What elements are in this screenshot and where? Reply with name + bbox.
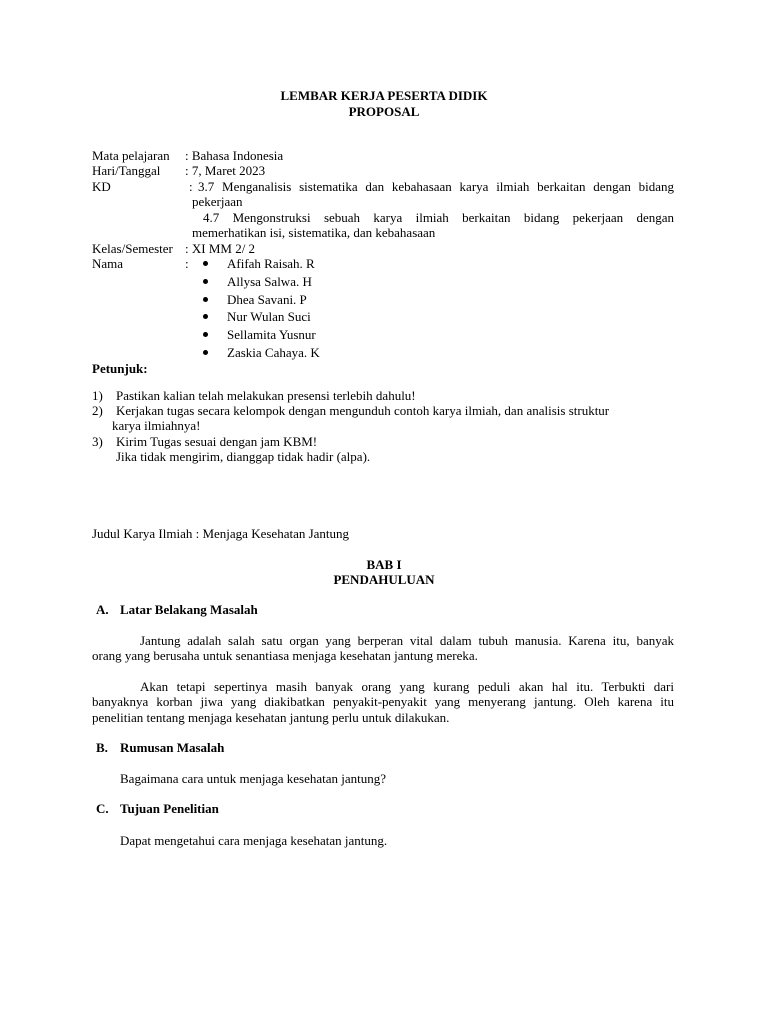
petunjuk-heading: Petunjuk: [92,361,148,376]
kd-label: KD [92,179,111,194]
name-text: Nur Wulan Suci [227,309,311,324]
judul-karya-ilmiah: Judul Karya Ilmiah : Menjaga Kesehatan Jantung [92,526,350,541]
name-text: Dhea Savani. P [227,292,307,307]
bab-number: BAB I [366,557,402,572]
kd1-line1: 3.7 Menganalisis sistematika dan kebahasaan karya ilmiah berkaitan dengan bidang [198,179,674,194]
hari-value: : 7, Maret 2023 [185,163,266,178]
petunjuk-number: 3) [92,434,103,449]
petunjuk-text: Jika tidak mengirim, dianggap tidak hadir (alpa). [116,449,371,464]
bab-title: PENDAHULUAN [333,572,435,587]
section-a-title: Latar Belakang Masalah [120,602,258,617]
name-text: Afifah Raisah. R [227,256,315,271]
section-c-text: Dapat mengetahui cara menjaga kesehatan jantung. [120,833,388,848]
kd-colon: : [189,179,193,194]
section-c-title: Tujuan Penelitian [120,801,219,816]
paragraph-line: Jantung adalah salah satu organ yang berperan vital dalam tubuh manusia. Karena itu, banyak [140,633,674,648]
kelas-value: : XI MM 2/ 2 [185,241,256,256]
nama-label: Nama [92,256,124,271]
name-text: Sellamita Yusnur [227,327,316,342]
petunjuk-text: karya ilmiahnya! [112,418,201,433]
mapel-value: : Bahasa Indonesia [185,148,284,163]
kd2-line1: 4.7 Mengonstruksi sebuah karya ilmiah berkaitan bidang pekerjaan dengan [203,210,674,225]
petunjuk-text: Pastikan kalian telah melakukan presensi terlebih dahulu! [116,388,416,403]
section-a-label: A. [96,602,109,617]
section-b-label: B. [96,740,108,755]
document-subtitle: PROPOSAL [348,104,420,119]
paragraph-line: orang yang berusaha untuk senantiasa menjaga kesehatan jantung mereka. [92,648,478,663]
paragraph-line: penelitian tentang menjaga kesehatan jantung perlu untuk dilakukan. [92,710,450,725]
petunjuk-text: Kerjakan tugas secara kelompok dengan mengunduh contoh karya ilmiah, dan analisis struktur [116,403,610,418]
paragraph-line: Akan tetapi sepertinya masih banyak orang yang kurang peduli akan hal itu. Terbukti dari [140,679,674,694]
mapel-label: Mata pelajaran [92,148,170,163]
paragraph-line: banyaknya korban jiwa yang diakibatkan penyakit-penyakit yang menyerang jantung. Oleh karena itu [92,694,674,709]
hari-label: Hari/Tanggal [92,163,161,178]
section-c-label: C. [96,801,109,816]
name-text: Zaskia Cahaya. K [227,345,320,360]
name-text: Allysa Salwa. H [227,274,312,289]
nama-colon: : [185,256,189,271]
section-b-title: Rumusan Masalah [120,740,225,755]
kelas-label: Kelas/Semester [92,241,173,256]
kd1-line2: pekerjaan [192,194,243,209]
petunjuk-number: 1) [92,388,103,403]
kd2-line2: memerhatikan isi, sistematika, dan kebahasaan [192,225,436,240]
document-title: LEMBAR KERJA PESERTA DIDIK [280,88,488,103]
petunjuk-text: Kirim Tugas sesuai dengan jam KBM! [116,434,318,449]
petunjuk-number: 2) [92,403,103,418]
section-b-text: Bagaimana cara untuk menjaga kesehatan jantung? [120,771,387,786]
